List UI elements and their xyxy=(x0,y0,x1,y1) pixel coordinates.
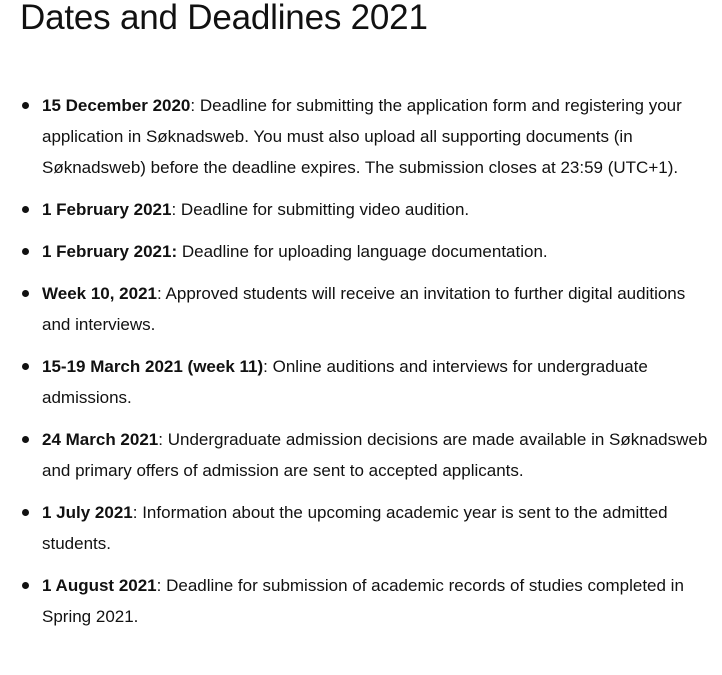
deadline-separator: : xyxy=(158,430,163,449)
deadline-description: Information about the upcoming academic year is sent to the admitted students. xyxy=(42,503,668,553)
bullet-icon xyxy=(22,206,29,213)
bullet-icon xyxy=(22,363,29,370)
deadline-item xyxy=(0,278,722,340)
deadline-description: Undergraduate admission decisions are made available in Søknadsweb and primary offers of admission are sent to accepted applicants. xyxy=(42,430,708,480)
bullet-icon xyxy=(22,248,29,255)
deadline-item xyxy=(0,424,722,486)
deadline-item xyxy=(0,570,722,632)
bullet-icon xyxy=(22,102,29,109)
deadline-item xyxy=(0,497,722,559)
page-title: Dates and Deadlines 2021 xyxy=(20,0,428,37)
deadline-date: Week 10, 2021 xyxy=(42,284,157,303)
deadline-separator: : xyxy=(171,200,177,219)
bullet-icon xyxy=(22,582,29,589)
deadline-separator: : xyxy=(132,503,138,522)
deadline-date: 1 February 2021: xyxy=(42,242,178,261)
deadline-date: 1 August 2021 xyxy=(42,576,157,595)
deadline-separator: : xyxy=(157,284,162,303)
deadline-date: 1 July 2021 xyxy=(42,503,133,522)
deadline-description: Online auditions and interviews for undergraduate admissions. xyxy=(42,357,648,407)
deadline-list xyxy=(0,90,722,643)
deadline-description: Approved students will receive an invitation to further digital auditions and interviews. xyxy=(42,284,686,334)
deadline-separator: : xyxy=(263,357,268,376)
deadline-description: Deadline for submitting the application form and registering your application in Søknadsweb. You must also upload all supporting documents (in Søknadsweb) before the deadline expires. The submission closes at 23:59 (UTC+1). xyxy=(42,96,682,177)
deadline-description: Deadline for submission of academic records of studies completed in Spring 2021. xyxy=(42,576,684,626)
bullet-icon xyxy=(22,290,29,297)
deadline-date: 15 December 2020 xyxy=(42,96,191,115)
deadline-date: 1 February 2021 xyxy=(42,200,172,219)
deadline-date: 15-19 March 2021 (week 11) xyxy=(42,357,264,376)
deadline-item xyxy=(0,90,722,183)
deadline-item xyxy=(0,236,722,267)
deadline-separator: : xyxy=(190,96,196,115)
deadline-description: Deadline for uploading language documentation. xyxy=(177,242,548,261)
deadline-description: Deadline for submitting video audition. xyxy=(176,200,470,219)
deadline-item xyxy=(0,194,722,225)
deadline-separator: : xyxy=(156,576,162,595)
bullet-icon xyxy=(22,509,29,516)
bullet-icon xyxy=(22,436,29,443)
deadline-item xyxy=(0,351,722,413)
deadline-date: 24 March 2021 xyxy=(42,430,159,449)
